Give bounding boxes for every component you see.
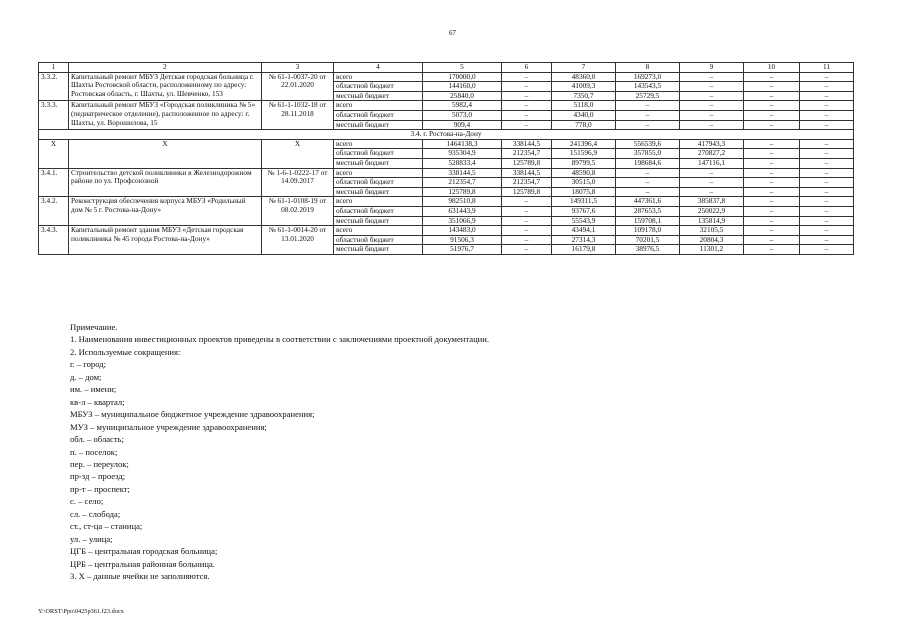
value-cell: 51976,7 — [423, 245, 502, 255]
value-cell: – — [744, 72, 800, 82]
table-row — [39, 226, 854, 236]
funding-source: местный бюджет — [334, 158, 423, 168]
value-cell: – — [744, 158, 800, 168]
project-name: Капитальный ремонт МБУЗ «Городская поликлиника № 5» (педиатрическое отделение), расположенное по адресу: г. Шахты, ул. Ворошилова, 15 — [69, 101, 262, 130]
note-line: ул. – улица; — [70, 533, 113, 544]
note-line: МУЗ – муниципальное учреждение здравоохранения; — [70, 421, 267, 432]
project-name: Капитальный ремонт здания МБУЗ «Детская городская поликлиника № 45 города Ростова-на-Дону» — [69, 226, 262, 255]
value-cell: 48360,0 — [552, 72, 616, 82]
value-cell: – — [616, 168, 680, 178]
value-cell: – — [744, 245, 800, 255]
value-cell: – — [744, 149, 800, 159]
note-line: кв-л – квартал; — [70, 396, 125, 407]
value-cell: – — [502, 206, 552, 216]
value-cell: – — [800, 197, 854, 207]
column-number: 5 — [423, 63, 502, 73]
funding-source: областной бюджет — [334, 206, 423, 216]
value-cell: 778,0 — [552, 120, 616, 130]
value-cell: 91506,3 — [423, 235, 502, 245]
value-cell: – — [680, 120, 744, 130]
value-cell: – — [744, 110, 800, 120]
project-name: Капитальный ремонт МБУЗ Детская городская больница г. Шахты Ростовской области, расположенному по адресу: Ростовская область, г. Шахты, ул. Шевченко, 153 — [69, 72, 262, 101]
value-cell: – — [744, 216, 800, 226]
value-cell: – — [502, 72, 552, 82]
value-cell: 25729,5 — [616, 91, 680, 101]
column-number: 3 — [262, 63, 334, 73]
note-line: 2. Используемые сокращения: — [70, 346, 181, 357]
note-line: ЦГБ – центральная городская больница; — [70, 546, 218, 557]
funding-source: всего — [334, 197, 423, 207]
value-cell: 20804,3 — [680, 235, 744, 245]
x-cell: X — [262, 139, 334, 168]
value-cell: 70201,5 — [616, 235, 680, 245]
value-cell: – — [800, 101, 854, 111]
value-cell: 149311,5 — [552, 197, 616, 207]
value-cell: – — [744, 101, 800, 111]
column-number: 11 — [800, 63, 854, 73]
value-cell: 935304,9 — [423, 149, 502, 159]
column-number: 10 — [744, 63, 800, 73]
value-cell: 159708,1 — [616, 216, 680, 226]
notes-block — [70, 321, 850, 583]
note-line: 1. Наименования инвестиционных проектов приведены в соответствии с заключениями проектной документации. — [70, 334, 490, 345]
value-cell: – — [800, 139, 854, 149]
value-cell: – — [502, 216, 552, 226]
value-cell: 27314,3 — [552, 235, 616, 245]
value-cell: – — [744, 120, 800, 130]
project-number: 3.3.3. — [39, 101, 69, 130]
value-cell: – — [800, 216, 854, 226]
value-cell: 287653,5 — [616, 206, 680, 216]
value-cell: 143543,5 — [616, 82, 680, 92]
value-cell: 198684,6 — [616, 158, 680, 168]
value-cell: – — [800, 82, 854, 92]
project-document: № 61-1-0037-20 от 22.01.2020 — [262, 72, 334, 101]
value-cell: – — [744, 139, 800, 149]
value-cell: 241396,4 — [552, 139, 616, 149]
value-cell: – — [744, 168, 800, 178]
value-cell: – — [502, 235, 552, 245]
project-document: № 61-1-1032-18 от 28.11.2018 — [262, 101, 334, 130]
value-cell: – — [680, 101, 744, 111]
value-cell: 417943,3 — [680, 139, 744, 149]
value-cell: 109178,0 — [616, 226, 680, 236]
value-cell: 170000,0 — [423, 72, 502, 82]
section-row — [39, 130, 854, 140]
investment-table — [38, 62, 854, 255]
note-line: Примечание. — [70, 322, 118, 332]
value-cell: – — [680, 91, 744, 101]
value-cell: – — [744, 206, 800, 216]
funding-source: местный бюджет — [334, 120, 423, 130]
value-cell: – — [744, 178, 800, 188]
note-line: ЦРБ – центральная районная больница. — [70, 558, 215, 569]
value-cell: 556539,6 — [616, 139, 680, 149]
note-line: пр-т – проспект; — [70, 483, 130, 494]
x-cell: X — [39, 139, 69, 168]
value-cell: – — [502, 91, 552, 101]
table-row — [39, 168, 854, 178]
funding-source: всего — [334, 226, 423, 236]
funding-source: областной бюджет — [334, 178, 423, 188]
value-cell: – — [744, 197, 800, 207]
value-cell: – — [502, 101, 552, 111]
note-line: п. – поселок; — [70, 446, 118, 457]
section-title: 3.4. г. Ростова-на-Дону — [39, 130, 854, 140]
value-cell: 16179,8 — [552, 245, 616, 255]
project-number: 3.3.2. — [39, 72, 69, 101]
value-cell: 7350,7 — [552, 91, 616, 101]
value-cell: – — [744, 235, 800, 245]
project-number: 3.4.2. — [39, 197, 69, 226]
value-cell: – — [616, 187, 680, 197]
funding-source: местный бюджет — [334, 216, 423, 226]
value-cell: 4340,0 — [552, 110, 616, 120]
project-document: № 61-1-0108-19 от 08.02.2019 — [262, 197, 334, 226]
value-cell: 1464138,3 — [423, 139, 502, 149]
value-cell: – — [744, 82, 800, 92]
value-cell: 982510,8 — [423, 197, 502, 207]
table-body — [39, 63, 854, 255]
value-cell: 5073,0 — [423, 110, 502, 120]
page-number: 67 — [449, 29, 456, 37]
value-cell: – — [800, 235, 854, 245]
value-cell: – — [616, 120, 680, 130]
note-line: ст., ст-ца – станица; — [70, 521, 143, 532]
column-number: 4 — [334, 63, 423, 73]
value-cell: – — [502, 245, 552, 255]
value-cell: 338144,5 — [502, 139, 552, 149]
value-cell: – — [502, 120, 552, 130]
value-cell: – — [680, 187, 744, 197]
column-number: 6 — [502, 63, 552, 73]
funding-source: местный бюджет — [334, 91, 423, 101]
value-cell: 55543,9 — [552, 216, 616, 226]
value-cell: 30515,0 — [552, 178, 616, 188]
project-document: № 1-6-1-0222-17 от 14.09.2017 — [262, 168, 334, 197]
value-cell: – — [680, 178, 744, 188]
funding-source: всего — [334, 101, 423, 111]
funding-source: всего — [334, 168, 423, 178]
value-cell: 89799,5 — [552, 158, 616, 168]
note-line: обл. – область; — [70, 434, 124, 445]
value-cell: – — [680, 72, 744, 82]
value-cell: 447361,6 — [616, 197, 680, 207]
project-document: № 61-1-0014-20 от 13.01.2020 — [262, 226, 334, 255]
value-cell: 93767,6 — [552, 206, 616, 216]
value-cell: 250022,9 — [680, 206, 744, 216]
funding-source: всего — [334, 72, 423, 82]
value-cell: 909,4 — [423, 120, 502, 130]
table-row — [39, 139, 854, 149]
value-cell: 43494,1 — [552, 226, 616, 236]
value-cell: 212354,7 — [502, 178, 552, 188]
value-cell: – — [616, 101, 680, 111]
value-cell: 338144,5 — [423, 168, 502, 178]
value-cell: – — [800, 178, 854, 188]
column-number: 7 — [552, 63, 616, 73]
value-cell: 48590,8 — [552, 168, 616, 178]
project-name: Реконструкция обеспечения корпуса МБУЗ «Родильный дом № 5 г. Ростова-на-Дону» — [69, 197, 262, 226]
table-row — [39, 72, 854, 82]
value-cell: – — [800, 187, 854, 197]
value-cell: 151596,9 — [552, 149, 616, 159]
value-cell: – — [502, 226, 552, 236]
column-number: 8 — [616, 63, 680, 73]
value-cell: 147116,1 — [680, 158, 744, 168]
value-cell: 11301,2 — [680, 245, 744, 255]
value-cell: – — [680, 110, 744, 120]
value-cell: – — [744, 91, 800, 101]
value-cell: – — [680, 168, 744, 178]
funding-source: областной бюджет — [334, 149, 423, 159]
value-cell: – — [800, 245, 854, 255]
value-cell: – — [744, 226, 800, 236]
value-cell: – — [800, 72, 854, 82]
column-number-row — [39, 63, 854, 73]
funding-source: местный бюджет — [334, 245, 423, 255]
value-cell: 18075,8 — [552, 187, 616, 197]
value-cell: 351066,9 — [423, 216, 502, 226]
value-cell: 270827,2 — [680, 149, 744, 159]
note-line: им. – имени; — [70, 384, 117, 395]
column-number: 2 — [69, 63, 262, 73]
note-line: с. – село; — [70, 496, 104, 507]
funding-source: областной бюджет — [334, 110, 423, 120]
value-cell: – — [800, 91, 854, 101]
note-line: г. – город; — [70, 359, 107, 370]
value-cell: 385837,8 — [680, 197, 744, 207]
funding-source: местный бюджет — [334, 187, 423, 197]
value-cell: 125789,8 — [423, 187, 502, 197]
value-cell: 143483,0 — [423, 226, 502, 236]
note-line: д. – дом; — [70, 371, 102, 382]
value-cell: – — [800, 226, 854, 236]
value-cell: 32105,5 — [680, 226, 744, 236]
value-cell: – — [800, 206, 854, 216]
value-cell: – — [800, 149, 854, 159]
column-number: 9 — [680, 63, 744, 73]
value-cell: 144160,0 — [423, 82, 502, 92]
value-cell: 528833,4 — [423, 158, 502, 168]
value-cell: 357855,0 — [616, 149, 680, 159]
note-line: пер. – переулок; — [70, 458, 129, 469]
value-cell: – — [680, 82, 744, 92]
value-cell: 38976,5 — [616, 245, 680, 255]
value-cell: – — [616, 178, 680, 188]
project-name: Строительство детской поликлиники в Железнодорожном районе по ул. Профсоюзной — [69, 168, 262, 197]
value-cell: 25840,0 — [423, 91, 502, 101]
value-cell: 212354,7 — [502, 149, 552, 159]
x-cell: X — [69, 139, 262, 168]
value-cell: – — [800, 120, 854, 130]
column-number: 1 — [39, 63, 69, 73]
value-cell: 5118,0 — [552, 101, 616, 111]
value-cell: 41009,3 — [552, 82, 616, 92]
value-cell: 169273,0 — [616, 72, 680, 82]
note-line: сл. – слобода; — [70, 508, 121, 519]
value-cell: 125789,8 — [502, 158, 552, 168]
value-cell: – — [502, 110, 552, 120]
value-cell: – — [502, 197, 552, 207]
value-cell: – — [744, 187, 800, 197]
footer-file-path: Y:\ORST\Ppo\0425p361.f23.docx — [38, 608, 124, 615]
value-cell: 125789,8 — [502, 187, 552, 197]
value-cell: 5982,4 — [423, 101, 502, 111]
value-cell: 212354,7 — [423, 178, 502, 188]
funding-source: всего — [334, 139, 423, 149]
funding-source: областной бюджет — [334, 235, 423, 245]
note-line: МБУЗ – муниципальное бюджетное учреждение здравоохранения; — [70, 409, 315, 420]
value-cell: – — [800, 110, 854, 120]
value-cell: 631443,9 — [423, 206, 502, 216]
value-cell: 135814,9 — [680, 216, 744, 226]
note-line: пр-зд – проезд; — [70, 471, 126, 482]
value-cell: 338144,5 — [502, 168, 552, 178]
funding-source: областной бюджет — [334, 82, 423, 92]
table-row — [39, 101, 854, 111]
note-line: 3. X – данные ячейки не заполняются. — [70, 571, 210, 582]
value-cell: – — [800, 168, 854, 178]
project-number: 3.4.3. — [39, 226, 69, 255]
value-cell: – — [502, 82, 552, 92]
value-cell: – — [800, 158, 854, 168]
value-cell: – — [616, 110, 680, 120]
table-row — [39, 197, 854, 207]
project-number: 3.4.1. — [39, 168, 69, 197]
